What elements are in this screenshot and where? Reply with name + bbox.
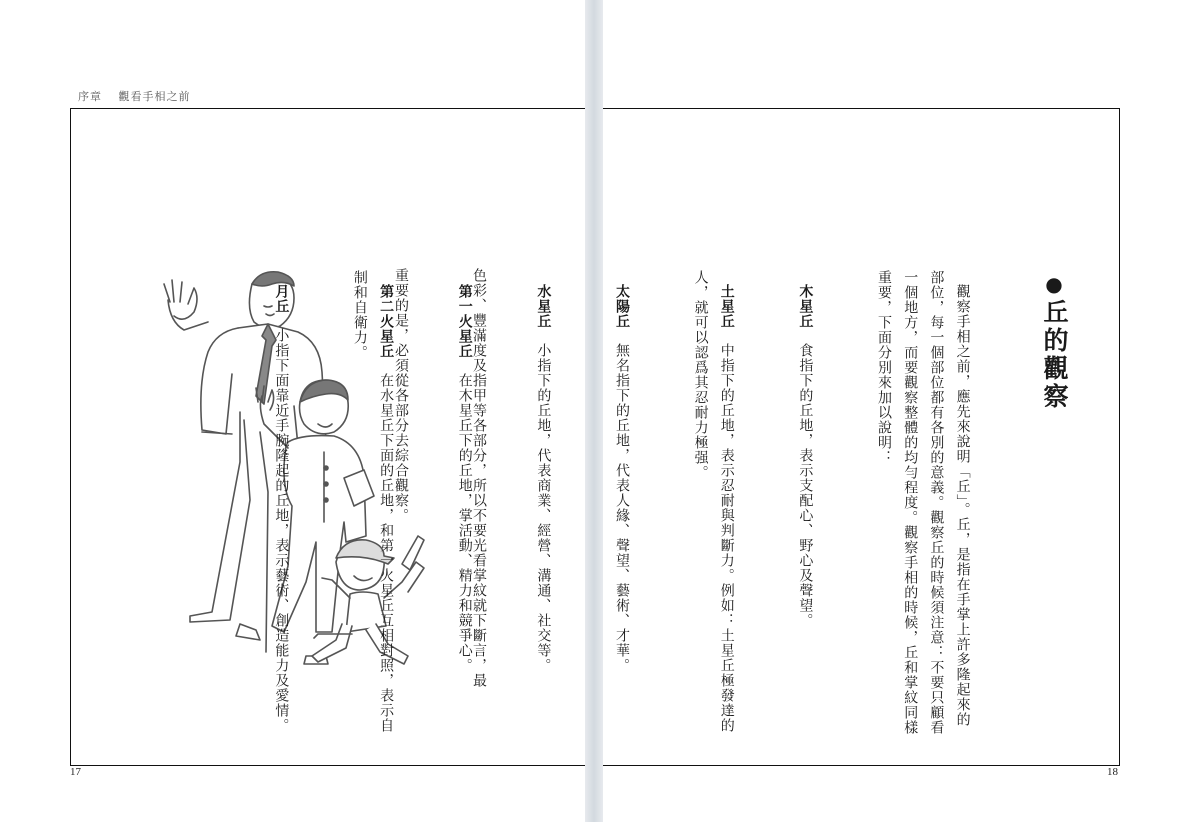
mount-entry-mercury (530, 270, 556, 740)
running-head-chapter: 序章 (78, 90, 102, 103)
mount-desc: 無名指下的丘地，代表人緣、聲望、藝術、才華。 (613, 343, 630, 673)
mount-name: 月丘 (273, 284, 290, 314)
left-body-line-2: 重要的是，必須從各部分去綜合觀察。 (393, 268, 409, 523)
mount-desc: 食指下的丘地，表示支配心、野心及聲望。 (797, 343, 814, 628)
running-head (78, 88, 191, 104)
section-title (1039, 272, 1069, 411)
intro-paragraph: 觀察手相之前，應先來說明「丘」。丘，是指在手掌上許多隆起來的部位，每一個部位都有各別的意義。觀察丘的時候須注意：不要只顧看一個地方，而要觀察整體的均勻程度。觀察手相的時候，丘和掌紋同樣重要，下面分別來加以說明： (875, 270, 971, 735)
mount-desc: 小指下的丘地，代表商業、經營、溝通、社交等。 (535, 343, 552, 673)
mount-name: 太陽丘 (613, 284, 630, 329)
page-number-right: 18 (1107, 766, 1118, 778)
mount-desc: 小指下面靠近手腕隆起的丘地，表示藝術、創造能力及愛情。 (273, 328, 290, 733)
mount-entry-jupiter (792, 270, 818, 740)
mount-entry-mars-1 (452, 270, 478, 740)
mount-name: 木星丘 (797, 284, 814, 329)
mount-desc: 中指下的丘地，表示忍耐與判斷力。例如：土星丘極發達的人，就可以認爲其忍耐力極强。 (692, 270, 735, 733)
section-title-text: 丘的觀察 (1040, 299, 1069, 411)
mount-entry-moon (268, 270, 294, 740)
mount-entry-sun (609, 270, 635, 740)
mount-name: 第二火星丘 (378, 284, 395, 359)
running-head-title: 觀看手相之前 (118, 90, 191, 103)
mount-entry-saturn (687, 270, 739, 740)
mount-desc: 在水星丘下面的丘地，和第一火星丘互相對照，表示自制和自衛力。 (351, 270, 395, 733)
mount-name: 第一火星丘 (456, 284, 473, 359)
left-body-line-1: 色彩、豐滿度及指甲等各部分，所以不要光看掌紋就下斷言，最 (471, 268, 487, 688)
mount-desc: 在木星丘下的丘地，掌活動、精力和競爭心。 (456, 373, 473, 673)
bullet-icon: ● (1042, 272, 1066, 299)
mount-name: 水星丘 (535, 284, 552, 329)
mount-entry-mars-2 (347, 270, 399, 740)
mount-name: 土星丘 (718, 284, 735, 329)
page-number-left: 17 (70, 766, 81, 778)
